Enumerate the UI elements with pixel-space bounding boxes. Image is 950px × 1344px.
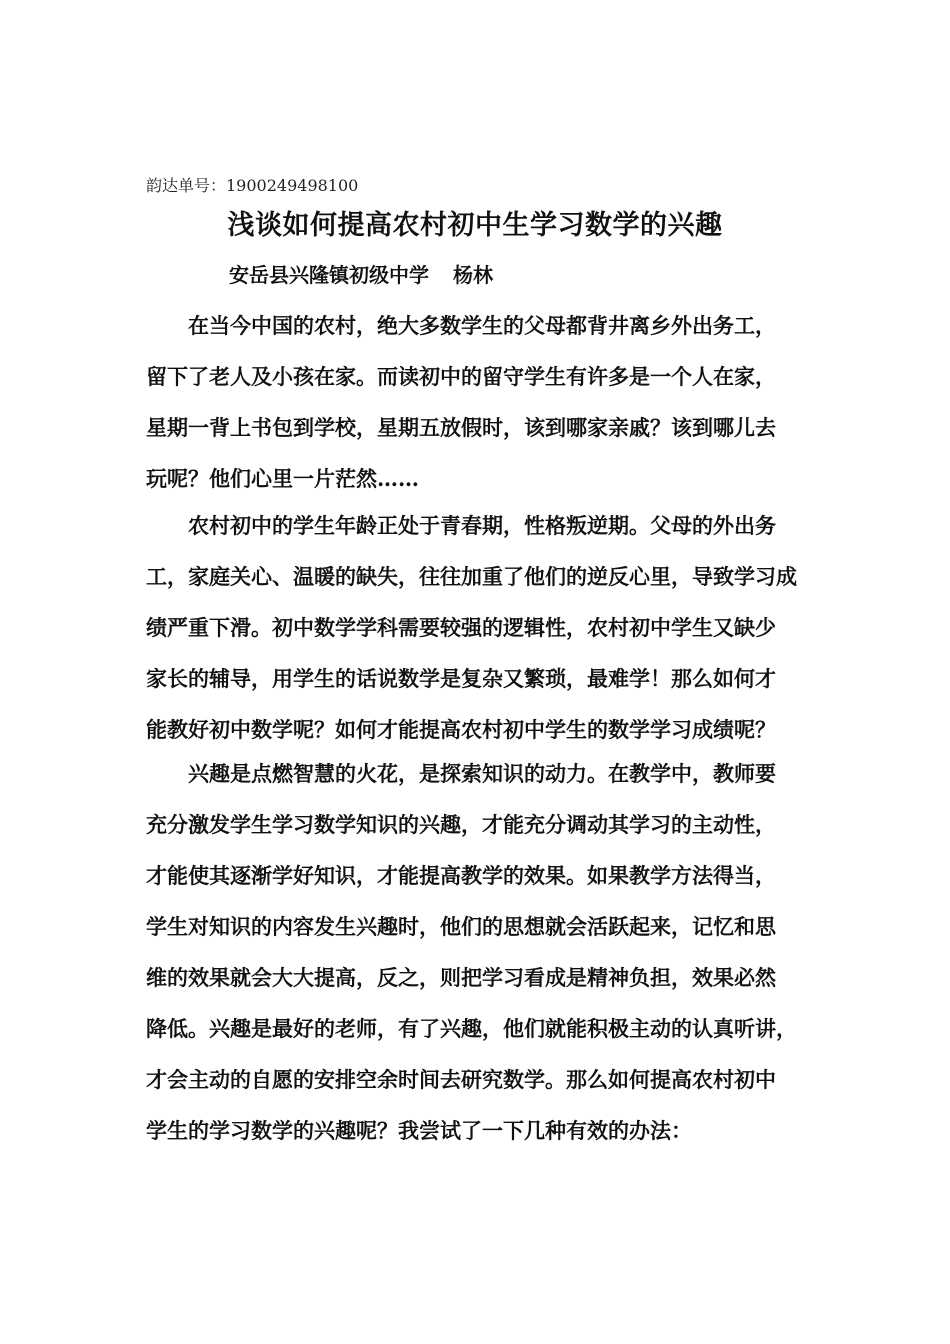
paragraph-line: 学生对知识的内容发生兴趣时，他们的思想就会活跃起来，记忆和思 bbox=[146, 914, 776, 939]
paragraph-line: 兴趣是点燃智慧的火花，是探索知识的动力。在教学中，教师要 bbox=[188, 761, 776, 786]
paragraph-line: 维的效果就会大大提高，反之，则把学习看成是精神负担，效果必然 bbox=[146, 965, 776, 990]
author-school: 安岳县兴隆镇初级中学 bbox=[229, 263, 429, 287]
document-title: 浅谈如何提高农村初中生学习数学的兴趣 bbox=[227, 210, 723, 241]
paragraph-line: 才会主动的自愿的安排空余时间去研究数学。那么如何提高农村初中 bbox=[146, 1067, 776, 1092]
paragraph-line: 留下了老人及小孩在家。而读初中的留守学生有许多是一个人在家， bbox=[146, 364, 776, 389]
paragraph-line: 能教好初中数学呢？如何才能提高农村初中学生的数学学习成绩呢？ bbox=[146, 717, 776, 742]
paragraph-line: 绩严重下滑。初中数学学科需要较强的逻辑性，农村初中学生又缺少 bbox=[146, 615, 776, 640]
paragraph-line: 工，家庭关心、温暖的缺失，往往加重了他们的逆反心里，导致学习成 bbox=[146, 564, 797, 589]
paragraph-3 bbox=[146, 748, 806, 1156]
paragraph-1 bbox=[146, 300, 806, 504]
paragraph-line: 农村初中的学生年龄正处于青春期，性格叛逆期。父母的外出务 bbox=[188, 513, 776, 538]
paragraph-line: 星期一背上书包到学校，星期五放假时，该到哪家亲戚？该到哪儿去 bbox=[146, 415, 776, 440]
author-line bbox=[229, 261, 493, 289]
paragraph-line: 才能使其逐渐学好知识，才能提高教学的效果。如果教学方法得当， bbox=[146, 863, 776, 888]
paragraph-line: 玩呢？他们心里一片茫然…… bbox=[146, 466, 419, 491]
paragraph-line: 降低。兴趣是最好的老师，有了兴趣，他们就能积极主动的认真听讲， bbox=[146, 1016, 797, 1041]
paragraph-line: 家长的辅导，用学生的话说数学是复杂又繁琐，最难学！那么如何才 bbox=[146, 666, 776, 691]
paragraph-line: 学生的学习数学的兴趣呢？我尝试了一下几种有效的办法： bbox=[146, 1118, 692, 1143]
author-name: 杨林 bbox=[453, 263, 493, 287]
paragraph-line: 充分激发学生学习数学知识的兴趣，才能充分调动其学习的主动性， bbox=[146, 812, 776, 837]
paragraph-2 bbox=[146, 500, 806, 755]
tracking-number: 韵达单号：1900249498100 bbox=[146, 176, 359, 195]
paragraph-line: 在当今中国的农村，绝大多数学生的父母都背井离乡外出务工， bbox=[188, 313, 776, 338]
